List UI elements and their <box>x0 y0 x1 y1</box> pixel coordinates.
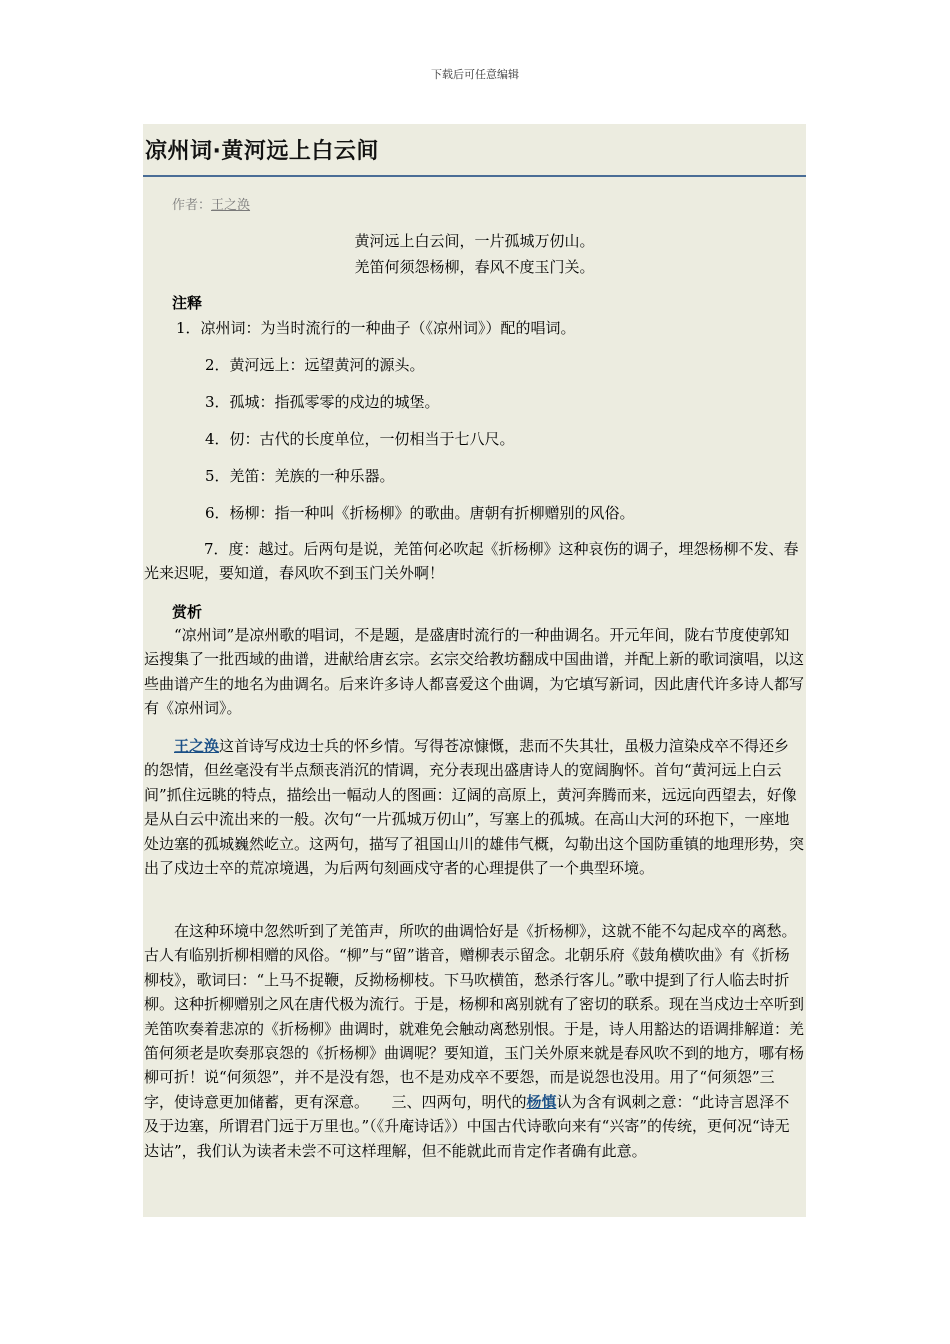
note-item-7: 7．度：越过。后两句是说，羌笛何必吹起《折杨柳》这种哀伤的调子，埋怨杨柳不发、春光来迟呢，要知道，春风吹不到玉门关外啊！ <box>144 540 799 583</box>
header-note: 下载后可任意编辑 <box>431 68 519 81</box>
author-line <box>172 194 250 213</box>
analysis-paragraph-3 <box>144 919 804 1163</box>
analysis-paragraph-2 <box>144 734 804 880</box>
author-label: 作者： <box>172 198 212 213</box>
note-item-2: 2．黄河远上：远望黄河的源头。 <box>205 356 425 374</box>
analysis-paragraph-3-text-a: 在这种环境中忽然听到了羌笛声，所吹的曲调恰好是《折杨柳》，这就不能不勾起戍卒的离愁。古人有临别折柳相赠的风俗。“柳”与“留”谐音，赠柳表示留念。北朝乐府《鼓角横吹曲》有《折杨柳枝》，歌词曰：“上马不捉鞭，反拗杨柳枝。下马吹横笛，愁杀行客儿。”歌中提到了行人临去时折柳。这种折柳赠别之风在唐代极为流行。于是，杨柳和离别就有了密切的联系。现在当戍边士卒听到羌笛吹奏着悲凉的《折杨柳》曲调时，就难免会触动离愁别恨。于是，诗人用豁达的语调排解道：羌笛何须老是吹奏那哀怨的《折杨柳》曲调呢？要知道，玉门关外原来就是春风吹不到的地方，哪有杨柳可折！说“何须怨”，并不是没有怨，也不是劝戍卒不要怨，而是说怨也没用。用了“何须怨”三字，使诗意更加储蓄，更有深意。 三、四两句，明代的 <box>144 922 805 1111</box>
analysis-paragraph-3-text-b: 认为含有讽刺之意：“此诗言恩泽不及于边塞，所谓君门远于万里也。”（《升庵诗话》）中国古代诗歌向来有“兴寄”的传统，更何况“诗无达诂”，我们认为读者未尝不可这样理解，但不能就此而肯定作者确有此意。 <box>144 1092 790 1160</box>
analysis-heading: 赏析 <box>172 603 203 621</box>
poet-link-wang-zhihuan[interactable]: 王之涣 <box>174 737 220 755</box>
note-item-1: 1．凉州词：为当时流行的一种曲子（《凉州词》）配的唱词。 <box>176 319 576 337</box>
title-divider <box>143 175 806 177</box>
author-link[interactable]: 王之涣 <box>211 198 251 213</box>
poem-line-2: 羌笛何须怨杨柳，春风不度玉门关。 <box>354 258 595 276</box>
note-item-3: 3．孤城：指孤零零的戍边的城堡。 <box>205 393 440 411</box>
note-item-5: 5．羌笛：羌族的一种乐器。 <box>205 467 395 485</box>
note-item-4: 4．仞：古代的长度单位，一仞相当于七八尺。 <box>205 430 515 448</box>
poem-line-1: 黄河远上白云间，一片孤城万仞山。 <box>354 232 595 250</box>
note-item-6: 6．杨柳：指一种叫《折杨柳》的歌曲。唐朝有折柳赠别的风俗。 <box>205 504 635 522</box>
poet-link-yang-shen[interactable]: 杨慎 <box>526 1092 557 1111</box>
page-title: 凉州词·黄河远上白云间 <box>145 139 379 164</box>
notes-heading: 注释 <box>172 294 203 312</box>
analysis-paragraph-2-text: 这首诗写戍边士兵的怀乡情。写得苍凉慷慨，悲而不失其壮，虽极力渲染戍卒不得还乡的怨情，但丝毫没有半点颓丧消沉的情调，充分表现出盛唐诗人的宽阔胸怀。首句“黄河远上白云间”抓住远眺的特点，描绘出一幅动人的图画：辽阔的高原上，黄河奔腾而来，远远向西望去，好像是从白云中流出来的一般。次句“一片孤城万仞山”，写塞上的孤城。在高山大河的环抱下，一座地处边塞的孤城巍然屹立。这两句，描写了祖国山川的雄伟气概，勾勒出这个国防重镇的地理形势，突出了戍边士卒的荒凉境遇，为后两句刻画戍守者的心理提供了一个典型环境。 <box>144 737 805 878</box>
analysis-paragraph-1: “凉州词”是凉州歌的唱词，不是题，是盛唐时流行的一种曲调名。开元年间，陇右节度使郭知运搜集了一批西域的曲谱，进献给唐玄宗。玄宗交给教坊翻成中国曲谱，并配上新的歌词演唱，以这些曲谱产生的地名为曲调名。后来许多诗人都喜爱这个曲调，为它填写新词，因此唐代许多诗人都写有《凉州词》。 <box>144 626 805 718</box>
